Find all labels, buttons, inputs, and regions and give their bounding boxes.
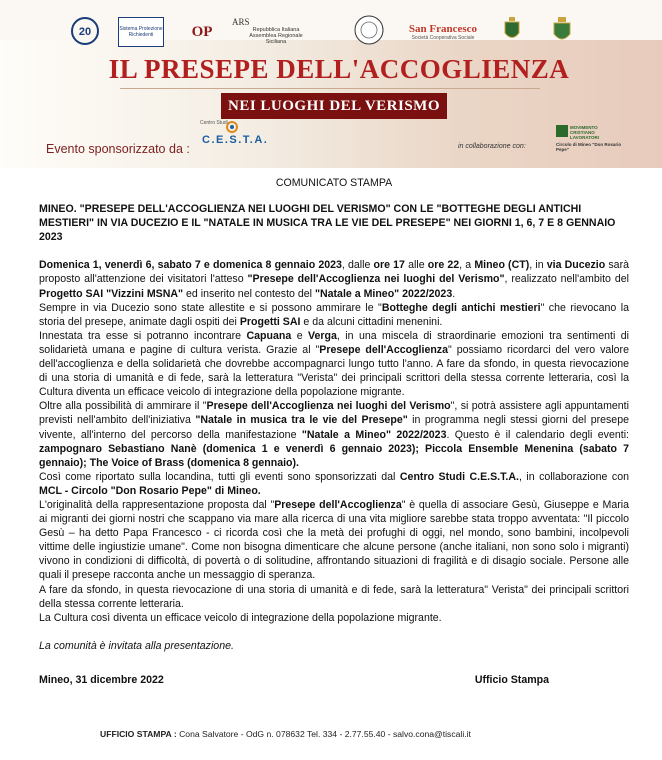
paragraph-4: Oltre alla possibilità di ammirare il "Presepe dell'Accoglienza nei luoghi del Verismo", si potrà assistere agli appuntamenti previsti nell'ambito dell'iniziativa "Natale in musica tra le vie del Presepe" in programma negli stessi giorni del presepe vivente, all'interno del percorso della manifestazione "Natale a Mineo" 2022/2023. Questo è il calendario degli eventi: zampognaro Sebastiano Nanè (domenica 1 e venerdì 6 gennaio 2023); Piccola Ensemble Menenina (sabato 7 gennaio); The Voice of Brass (domenica 8 gennaio).	[39, 400, 629, 469]
opera-pia-logo: OP	[191, 23, 213, 40]
paragraph-3: Innestata tra esse si potranno incontrare Capuana e Verga, in una miscela di straordinarie emozioni tra sentimenti di solidarietà umana e pagine di cultura verista. Grazie al "Presepe dell'Accoglienza" possiamo ricordarci del vero valore dell'accoglienza e della solidarietà che dovrebbe accompagnarci lungo tutto l'anno. A fare da sfondo, in questa rievocazione di una storia di umanità e di fede, sarà la letteratura "Verista" dei principali scrittori della stessa corrente letteraria, così la Cultura diventa un efficace veicolo di integrazione della popolazione migrante.	[39, 329, 629, 399]
sponsor-label: Evento sponsorizzato da :	[46, 142, 190, 156]
document-heading: COMUNICATO STAMPA	[275, 177, 393, 189]
paragraph-6: L'originalità della rappresentazione proposta dal "Presepe dell'Accoglienza" è quella di associare Gesù, Giuseppe e Maria ai migranti dei giorni nostri che scappano via mare alla ricerca di una vita migliore sarebbe stata troppo avventata: "Il piccolo Gesù – ha detto Papa Francesco - ci ricorda così che la metà dei profughi di oggi, nel mondo, sono bambini, incolpevoli vittime delle ingiustizie umane". Come non bisogna dimenticare che alcune persone (anche italiani, non sono solo i migranti) vivono in condizioni di difficoltà, di povertà o di solitudine, affrontando situazioni di fragilità e di disagio sociale. Persone alle quali il presepe racconta anche un messaggio di speranza.	[39, 498, 629, 582]
paragraph-5: Così come riportato sulla locandina, tutti gli eventi sono sponsorizzati dal Centro Studi C.E.S.T.A., in collaborazione con MCL - Circolo "Don Rosario Pepe" di Mineo.	[39, 470, 630, 497]
title-divider	[120, 88, 540, 89]
paragraph-2: Sempre in via Ducezio sono state allestite e si possono ammirare le "Botteghe degli antichi mestieri" che rievocano la storia del presepe, animate dagli ospiti dei Progetti SAI e da alcuni cittadini menenini.	[39, 301, 629, 328]
event-banner	[0, 0, 662, 168]
svg-text:20: 20	[78, 26, 92, 38]
paragraph-8: La Cultura così diventa un efficace veicolo di integrazione della popolazione migrante.	[39, 611, 442, 624]
invitation-line: La comunità è invitata alla presentazione.	[39, 639, 234, 652]
cesta-icon	[224, 120, 240, 134]
anniversary-logo	[68, 14, 102, 48]
collaboration-label: in collaborazione con:	[458, 143, 526, 150]
seal-logo	[352, 12, 386, 48]
anniversary-icon	[68, 16, 102, 46]
crest-1-logo	[502, 16, 522, 44]
signature: Ufficio Stampa	[474, 673, 549, 686]
body-text	[39, 258, 629, 624]
cesta-logo: Centro Studi C.E.S.T.A.	[200, 120, 269, 146]
date-place: Mineo, 31 dicembre 2022	[39, 673, 164, 686]
signature-row	[39, 673, 549, 687]
footer-contact	[100, 729, 471, 739]
ars-logo: ARS Repubblica Italiana Assemblea Regionale Siciliana	[232, 17, 303, 45]
seal-icon	[353, 14, 385, 46]
ministero-logo: Sistema Protezione Richiedenti	[118, 18, 164, 46]
paragraph-7: A fare da sfondo, in questa rievocazione di una storia di umanità e di fede, sarà la letteratura" Verista" dei principali scrittori della stessa corrente letteraria.	[39, 583, 629, 610]
mcl-icon	[556, 125, 568, 137]
press-release	[39, 176, 629, 687]
logo-row	[0, 6, 662, 48]
paragraph-1: Domenica 1, venerdì 6, sabato 7 e domenica 8 gennaio 2023, dalle ore 17 alle ore 22, a Mineo (CT), in via Ducezio sarà proposto all'attenzione dei visitatori l'atteso "Presepe dell'Accoglienza nei luoghi del Verismo", realizzato nell'ambito del Progetto SAI "Vizzini MSNA" ed inserito nel contesto del "Natale a Mineo" 2022/2023.	[39, 259, 629, 300]
mcl-logo: MOVIMENTO CRISTIANO LAVORATORI Circolo di Mineo "Don Rosario Pepe"	[556, 125, 622, 152]
san-francesco-logo: San Francesco Società Cooperativa Sociale	[408, 23, 478, 41]
document-headline: MINEO. "PRESEPE DELL'ACCOGLIENZA NEI LUOGHI DEL VERISMO" CON LE "BOTTEGHE DEGLI ANTICHI MESTIERI" IN VIA DUCEZIO E IL "NATALE IN MUSICA TRA LE VIE DEL PRESEPE" NEI GIORNI 1, 6, 7 E 8 GENNAIO 2023	[39, 203, 616, 244]
crest-2-logo	[551, 16, 573, 46]
crest-icon	[552, 17, 572, 45]
footer-text: Cona Salvatore - OdG n. 078632 Tel. 334 - 2.77.55.40 - salvo.cona@tiscali.it	[176, 729, 471, 739]
crest-icon	[503, 17, 521, 43]
event-title: IL PRESEPE DELL'ACCOGLIENZA	[108, 54, 570, 84]
footer-label: UFFICIO STAMPA :	[100, 729, 177, 739]
event-subtitle: NEI LUOGHI DEL VERISMO	[221, 93, 447, 119]
